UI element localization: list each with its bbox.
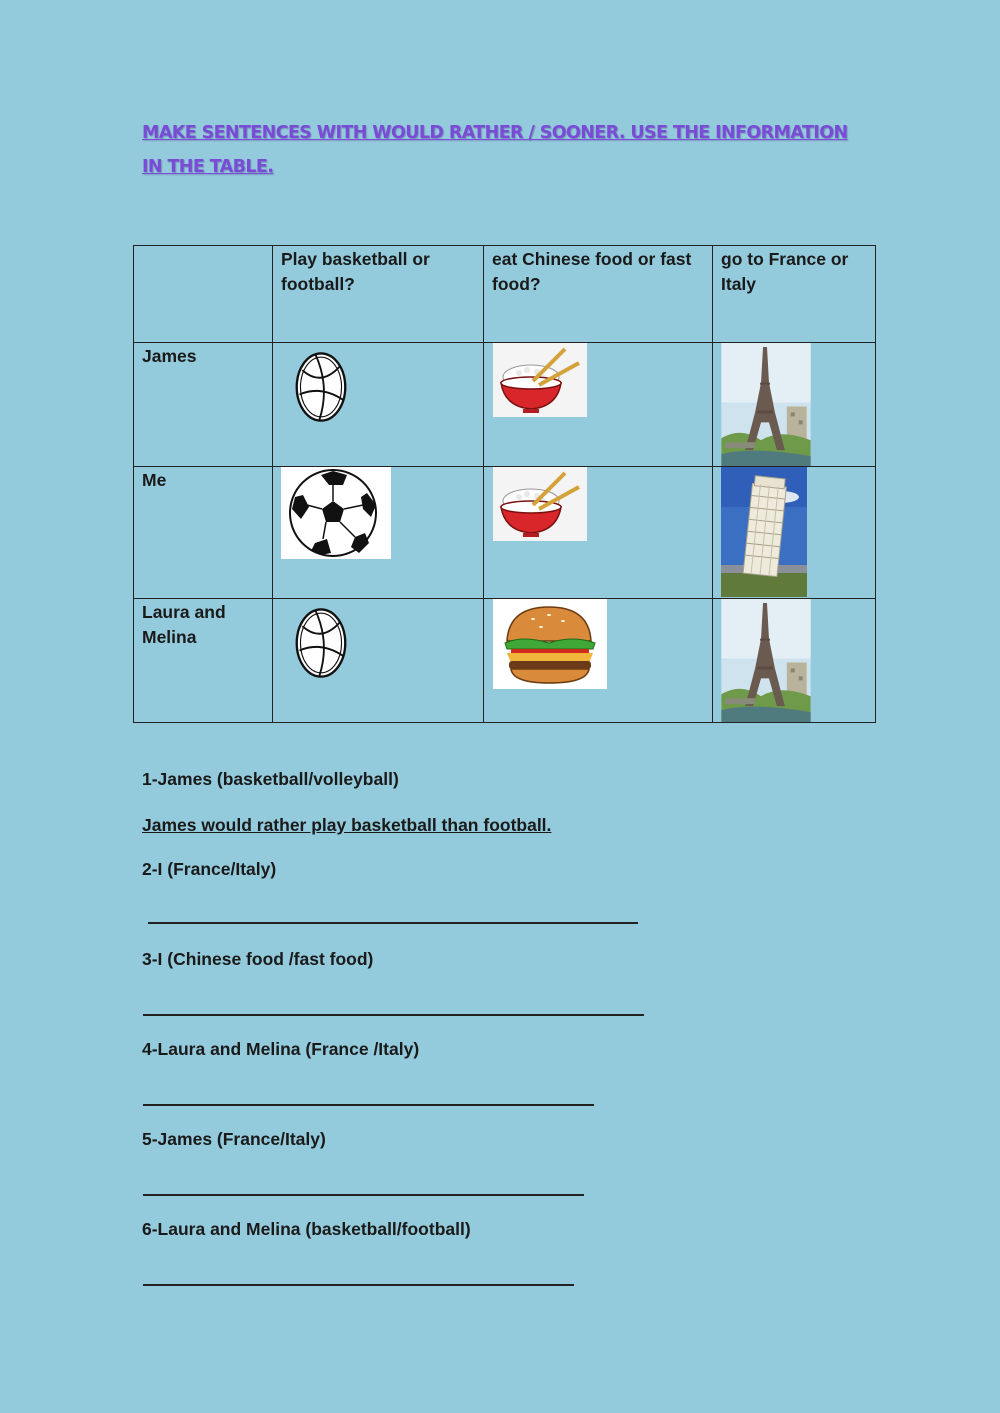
rice-bowl-icon	[493, 467, 587, 541]
rice-bowl-icon	[493, 343, 587, 417]
row-name-cell	[134, 599, 273, 723]
information-table	[133, 245, 876, 723]
exercise-5-answer-line[interactable]	[143, 1194, 584, 1196]
basketball-icon	[293, 605, 349, 681]
header-cell-place: go to France or Italy	[713, 246, 876, 343]
table-row-me	[134, 467, 876, 599]
food-cell	[484, 343, 713, 467]
basketball-icon	[293, 349, 349, 425]
leaning-tower-icon	[721, 467, 807, 597]
row-name: Laura and Melina	[142, 602, 226, 647]
exercise-5-prompt: 5-James (France/Italy)	[142, 1129, 326, 1149]
header-cell-food: eat Chinese food or fast food?	[484, 246, 713, 343]
eiffel-tower-icon	[721, 599, 811, 722]
row-name: James	[142, 346, 197, 366]
header-cell-sport: Play basketball or football?	[273, 246, 484, 343]
exercise-2-prompt: 2-I (France/Italy)	[142, 859, 277, 879]
football-icon	[281, 467, 391, 559]
table-header-row	[134, 246, 876, 343]
exercise-6-answer-line[interactable]	[143, 1284, 574, 1286]
row-name-cell	[134, 343, 273, 467]
worksheet-title: MAKE SENTENCES WITH WOULD RATHER / SOONER. USE THE INFORMATION IN THE TABLE.	[142, 123, 848, 177]
exercise-3-answer-line[interactable]	[143, 1014, 644, 1016]
row-name-cell	[134, 467, 273, 599]
table-row-james	[134, 343, 876, 467]
food-cell	[484, 599, 713, 723]
place-cell	[713, 599, 876, 723]
header-cell-empty	[134, 246, 273, 343]
exercise-6-prompt: 6-Laura and Melina (basketball/football)	[142, 1219, 471, 1239]
exercise-4-prompt: 4-Laura and Melina (France /Italy)	[142, 1039, 420, 1059]
sport-cell	[273, 467, 484, 599]
sport-cell	[273, 343, 484, 467]
exercise-1-example-answer: James would rather play basketball than football.	[142, 815, 552, 835]
sport-cell	[273, 599, 484, 723]
exercise-3-prompt: 3-I (Chinese food /fast food)	[142, 949, 374, 969]
exercise-4-answer-line[interactable]	[143, 1104, 594, 1106]
place-cell	[713, 343, 876, 467]
table-row-laura-melina	[134, 599, 876, 723]
exercise-1-prompt: 1-James (basketball/volleyball)	[142, 769, 399, 789]
eiffel-tower-icon	[721, 343, 811, 466]
exercise-2-answer-line[interactable]	[148, 922, 638, 924]
burger-icon	[493, 599, 607, 689]
row-name: Me	[142, 470, 167, 490]
food-cell	[484, 467, 713, 599]
place-cell	[713, 467, 876, 599]
